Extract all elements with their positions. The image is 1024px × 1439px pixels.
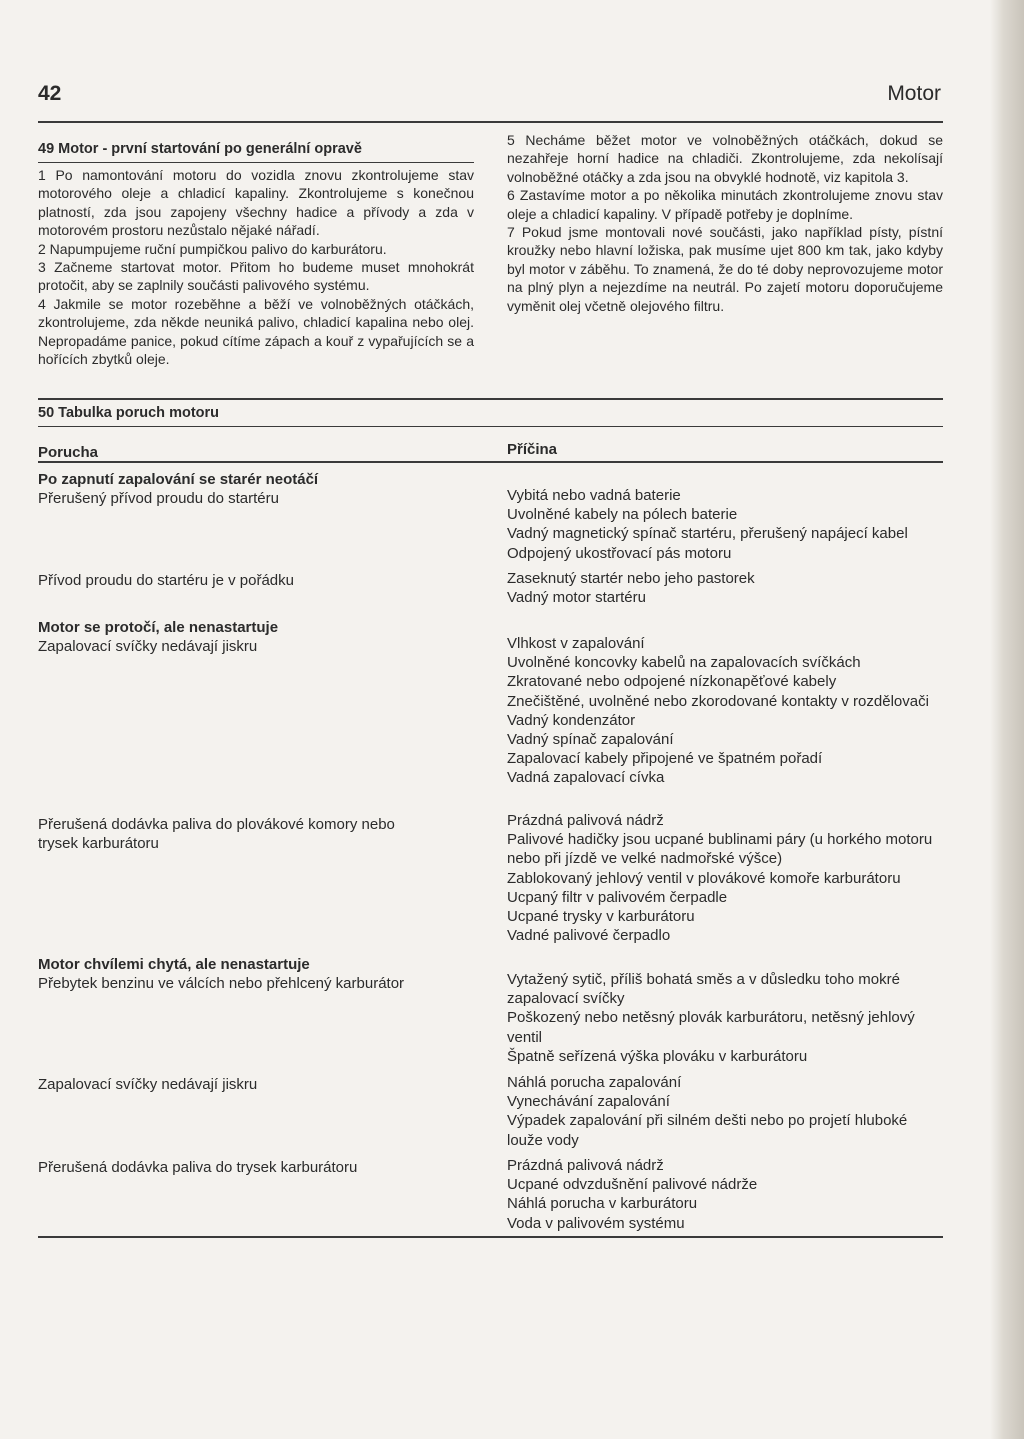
column-header-fault: Porucha [38, 444, 99, 461]
cause-list [507, 970, 943, 1066]
cause-item: Vadný kondenzátor [507, 711, 636, 729]
cause-item: Ucpané trysky v karburátoru [507, 908, 695, 926]
cause-item: Palivové hadičky jsou ucpané bublinami páry (u horkého motoru nebo při jízdě ve velké nadmořské výšce) [507, 831, 933, 868]
cause-item: Vadný motor startéru [507, 589, 646, 607]
fault-text: Přebytek benzinu ve válcích nebo přehlcený karburátor [38, 975, 405, 993]
cause-list [507, 811, 943, 945]
fault-text: Zapalovací svíčky nedávají jiskru [38, 1076, 258, 1093]
fault-group-heading: Motor chvílemi chytá, ale nenastartuje [38, 956, 310, 973]
section-50-title: 50 Tabulka poruch motoru [38, 405, 220, 421]
cause-item: Vytažený sytič, příliš bohatá směs a v důsledku toho mokré zapalovací svíčky [507, 971, 900, 1008]
fault-group [38, 618, 478, 656]
cause-list [507, 569, 943, 607]
cause-item: Prázdná palivová nádrž [507, 1157, 664, 1174]
paragraph: 7 Pokud jsme montovali nové součásti, jako například písty, pístní kroužky nebo hlavní ložiska, pak musíme ujet 800 km tak, jako kdyby byl motor v záběhu. To znamená, že do té doby neprovozujeme motor na plný plyn a nejezdíme na neutrál. Po zajetí motoru doporučujeme vyměnit olej včetně olejového filtru. [507, 224, 943, 314]
cause-item: Zaseknutý startér nebo jeho pastorek [507, 570, 755, 587]
column-header-cause: Příčina [507, 441, 558, 458]
cause-item: Zapalovací kabely připojené ve špatném pořadí [507, 750, 823, 768]
cause-item: Ucpané odvzdušnění palivové nádrže [507, 1176, 758, 1194]
cause-list [507, 486, 943, 563]
section-49-left-column [38, 166, 474, 368]
cause-item: Náhlá porucha v karburátoru [507, 1195, 698, 1213]
fault-row [38, 815, 418, 853]
cause-list [507, 634, 943, 788]
cause-item: Uvolněné koncovky kabelů na zapalovacích svíčkách [507, 654, 861, 672]
cause-item: Zkratované nebo odpojené nízkonapěťové kabely [507, 673, 837, 691]
fault-text: Přerušená dodávka paliva do plovákové komory nebo trysek karburátoru [38, 816, 395, 853]
section-49-title-rule [38, 162, 474, 163]
cause-item: Náhlá porucha zapalování [507, 1074, 682, 1091]
table-bottom-rule [38, 1236, 943, 1238]
section-49-title: 49 Motor - první startování po generální opravě [38, 141, 362, 157]
cause-item: Uvolněné kabely na pólech baterie [507, 506, 738, 524]
cause-item: Vadná zapalovací cívka [507, 769, 665, 787]
cause-item: Vadný magnetický spínač startéru, přerušený napájecí kabel [507, 525, 908, 543]
paragraph: 6 Zastavíme motor a po několika minutách zkontrolujeme znovu stav oleje a chladicí kapaliny. V případě potřeby je doplníme. [507, 187, 943, 222]
fault-row [38, 1158, 478, 1177]
cause-item: Vybitá nebo vadná baterie [507, 487, 681, 504]
paragraph: 3 Začneme startovat motor. Přitom ho budeme muset mnohokrát protočit, aby se zaplnily součásti palivového systému. [38, 259, 474, 294]
fault-text: Přerušený přívod proudu do startéru [38, 490, 279, 508]
cause-list [507, 1156, 943, 1233]
paragraph: 5 Necháme běžet motor ve volnoběžných otáčkách, dokud se nezahřeje horní hadice na chladiči. Zkontrolujeme, zda nekolísají volnoběžné otáčky a zda jsou na obvyklé hodnotě, viz kapitola 3. [507, 132, 943, 185]
fault-group-heading: Po zapnutí zapalování se starér neotáčí [38, 471, 319, 488]
page-number: 42 [38, 82, 62, 105]
paragraph: 1 Po namontování motoru do vozidla znovu zkontrolujeme stav motorového oleje a chladicí kapaliny. Zkontrolujeme s konečnou platností, zda jsou zapojeny všechny hadice a přívody a zda v motorovém prostoru nezůstalo nějaké nářadí. [38, 167, 474, 239]
paragraph: 4 Jakmile se motor rozeběhne a běží ve volnoběžných otáčkách, zkontrolujeme, zda někde neuniká palivo, chladicí kapalina nebo olej. Nepropadáme panice, pokud cítíme zápach a kouř z vypařujících se a hořících zbytků oleje. [38, 295, 474, 368]
page-edge-shadow [990, 0, 1024, 1439]
cause-item: Výpadek zapalování při silném dešti nebo po projetí hluboké louže vody [507, 1112, 908, 1149]
section-50-top-rule [38, 398, 943, 400]
cause-item: Znečištěné, uvolněné nebo zkorodované kontakty v rozdělovači [507, 692, 929, 710]
cause-item: Prázdná palivová nádrž [507, 812, 664, 829]
cause-item: Poškozený nebo netěsný plovák karburátoru, netěsný jehlový ventil [507, 1009, 915, 1046]
cause-item: Vlhkost v zapalování [507, 635, 645, 652]
cause-item: Zablokovaný jehlový ventil v plovákové komoře karburátoru [507, 869, 901, 887]
fault-text: Přívod proudu do startéru je v pořádku [38, 572, 294, 589]
fault-row [38, 571, 478, 590]
cause-item: Špatně seřízená výška plováku v karburátoru [507, 1047, 808, 1065]
table-header-rule [38, 461, 943, 463]
cause-list [507, 1073, 943, 1150]
cause-item: Vynechávání zapalování [507, 1093, 670, 1111]
cause-item: Vadný spínač zapalování [507, 731, 674, 749]
paragraph: 2 Napumpujeme ruční pumpičkou palivo do karburátoru. [38, 240, 387, 257]
fault-group [38, 470, 478, 508]
section-50-title-rule [38, 426, 943, 427]
fault-row [38, 1075, 478, 1094]
cause-item: Ucpaný filtr v palivovém čerpadle [507, 888, 728, 906]
section-49-right-column [507, 131, 943, 315]
cause-item: Vadné palivové čerpadlo [507, 927, 671, 945]
header-rule [38, 121, 943, 123]
fault-text: Zapalovací svíčky nedávají jiskru [38, 638, 258, 656]
fault-group-heading: Motor se protočí, ale nenastartuje [38, 619, 279, 636]
cause-item: Voda v palivovém systému [507, 1214, 685, 1232]
fault-group [38, 955, 478, 993]
fault-text: Přerušená dodávka paliva do trysek karburátoru [38, 1159, 358, 1176]
cause-item: Odpojený ukostřovací pás motoru [507, 544, 732, 562]
chapter-title: Motor [887, 82, 941, 105]
